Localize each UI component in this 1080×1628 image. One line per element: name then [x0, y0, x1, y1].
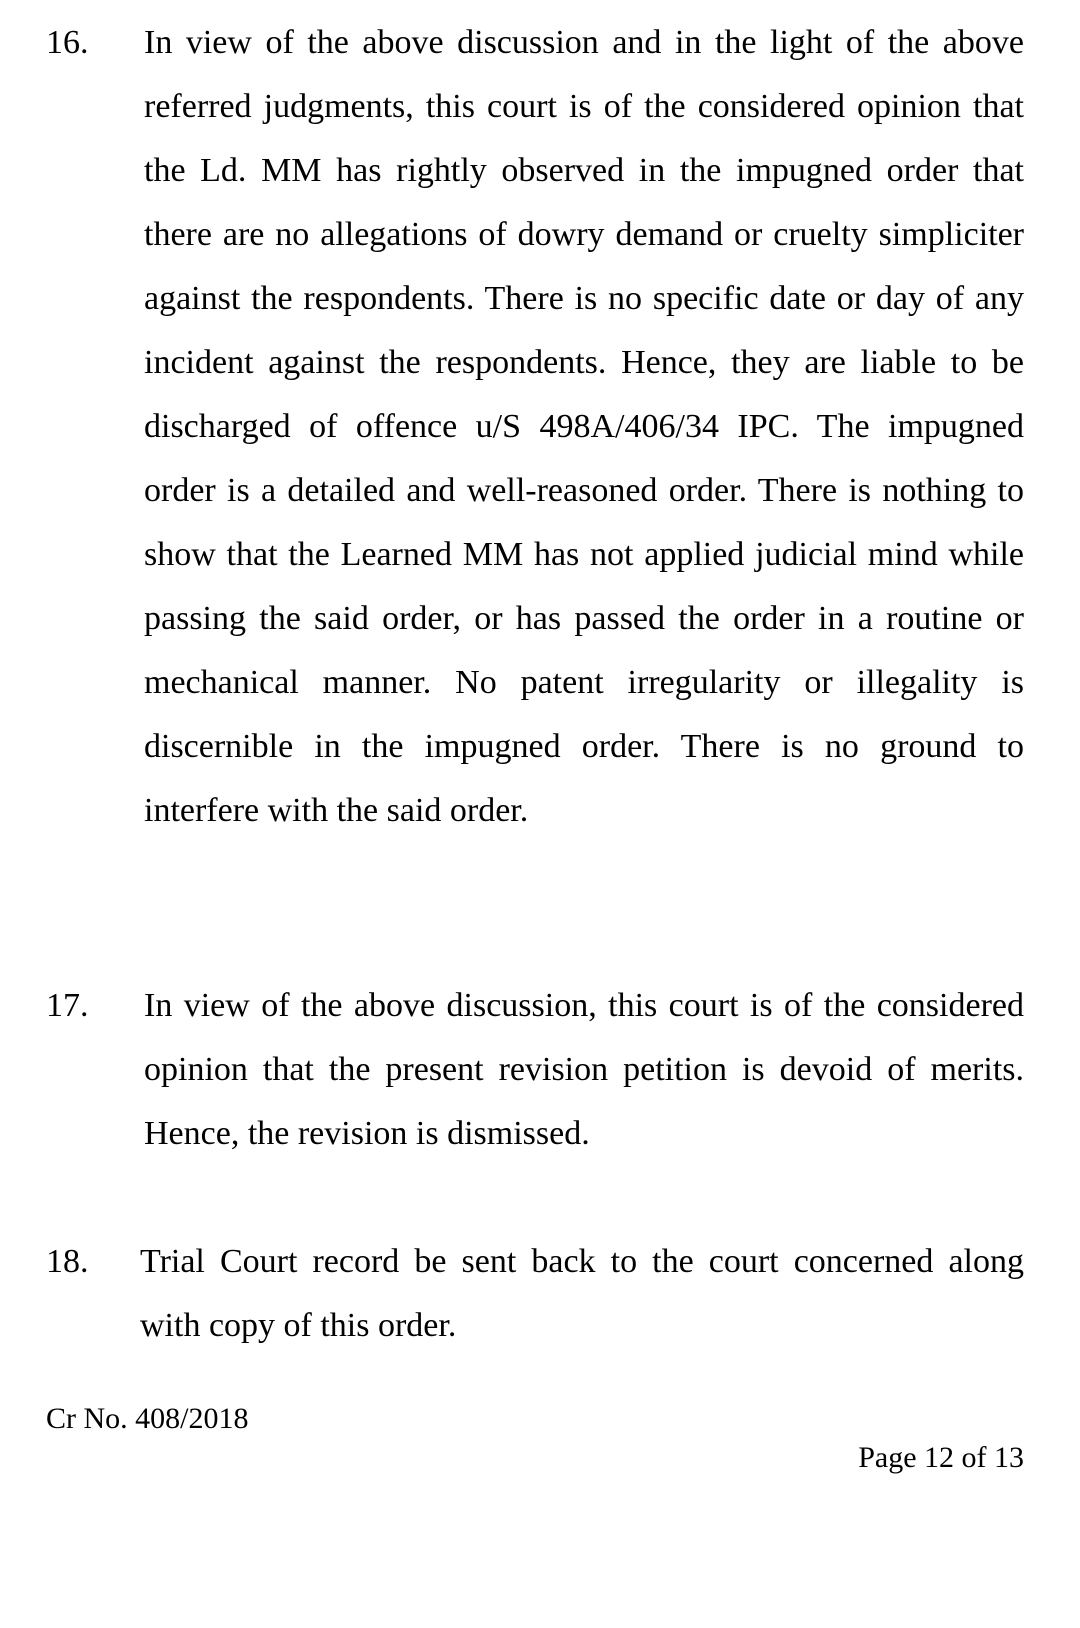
- paragraph-number: 18.: [46, 1243, 89, 1280]
- paragraph-number: 17.: [46, 987, 89, 1024]
- paragraph-text: Trial Court record be sent back to the court concerned along with copy of this order.: [140, 1243, 1024, 1344]
- page-number: Page 12 of 13: [858, 1441, 1024, 1474]
- case-number: Cr No. 408/2018: [46, 1402, 249, 1435]
- paragraph-text: In view of the above discussion and in the light of the above referred judgments, this court is of the considered opinion that the Ld. MM has rightly observed in the impugned order that there are no allegations of dowry demand or cruelty simpliciter against the respondents. There is no specific date or day of any incident against the respondents. Hence, they are liable to be discharged of offence u/S 498A/406/34 IPC. The impugned order is a detailed and well-reasoned order. There is nothing to show that the Learned MM has not applied judicial mind while passing the said order, or has passed the order in a routine or mechanical manner. No patent irregularity or illegality is discernible in the impugned order. There is no ground to interfere with the said order.: [144, 24, 1024, 829]
- paragraph-number: 16.: [46, 24, 89, 61]
- paragraph-text: In view of the above discussion, this court is of the considered opinion that the present revision petition is devoid of merits. Hence, the revision is dismissed.: [144, 987, 1024, 1152]
